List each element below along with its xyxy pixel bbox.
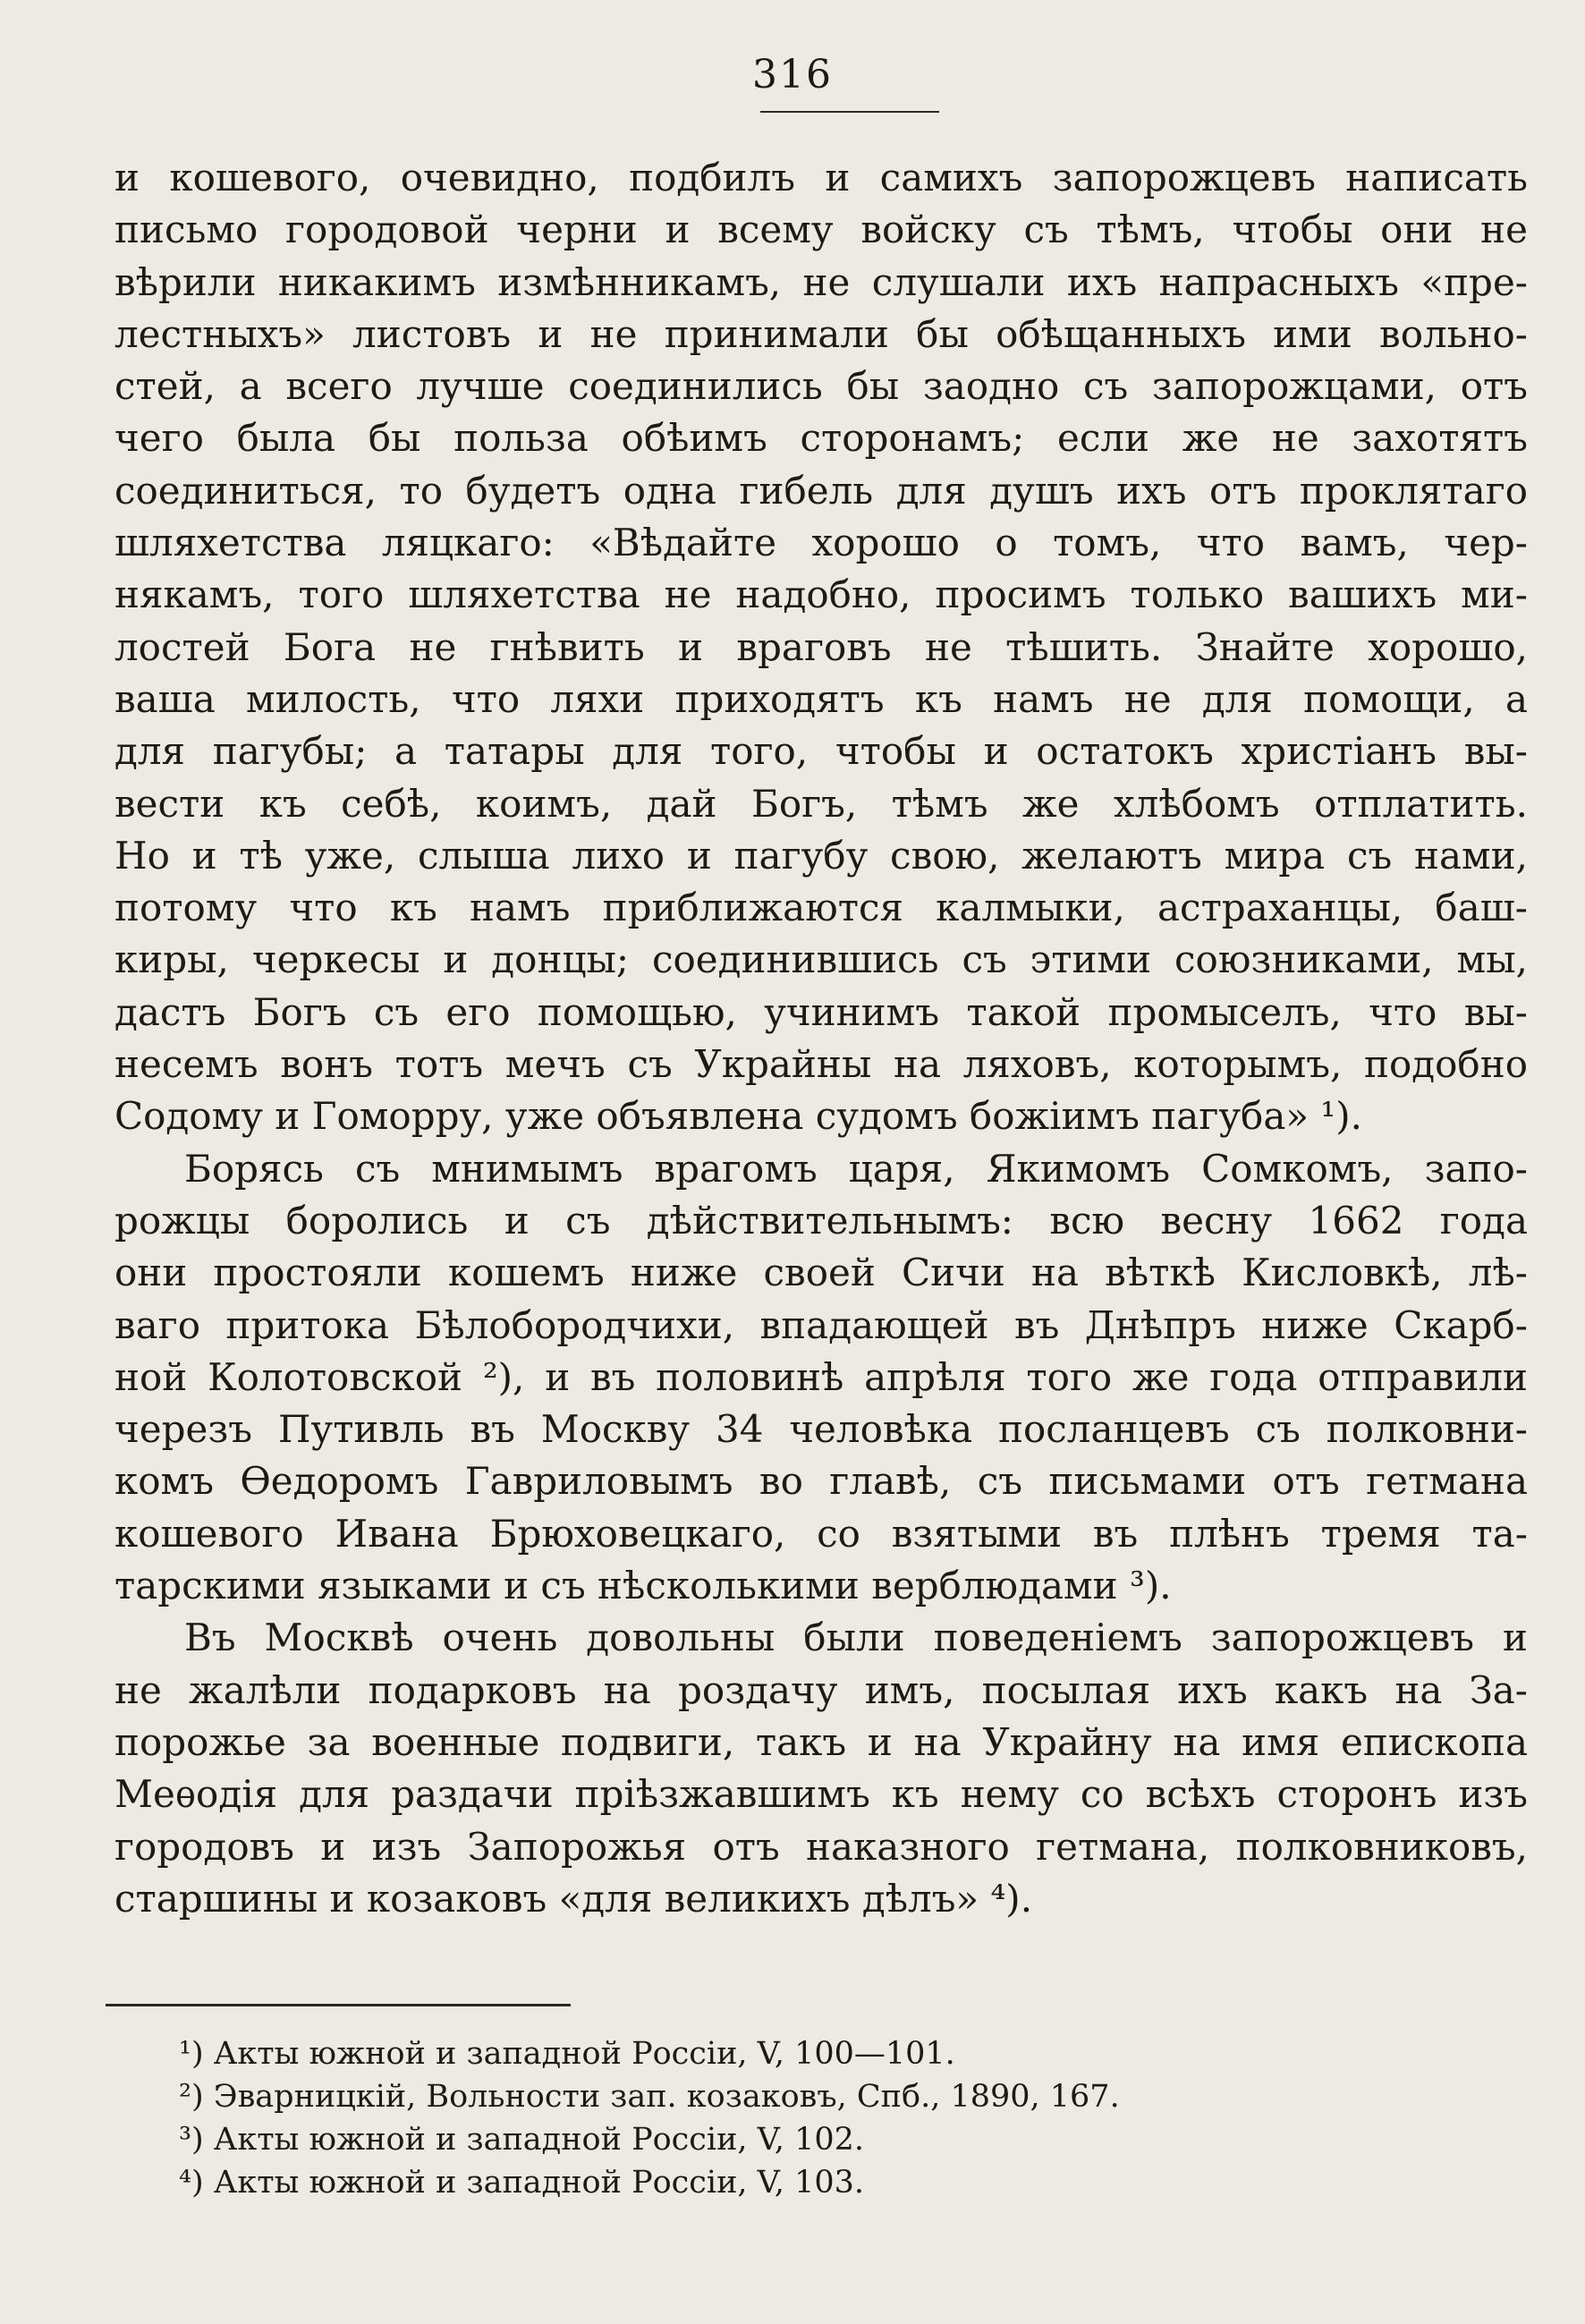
text-line: соединиться, то будетъ одна гибель для душъ ихъ отъ проклятаго [114, 468, 1528, 513]
text-line: киры, черкесы и донцы; соединившись съ этими союзниками, мы, [114, 937, 1528, 982]
footnote-separator [106, 2004, 571, 2006]
text-line: черезъ Путивль въ Москву 34 человѣка посланцевъ съ полковни- [114, 1407, 1528, 1452]
footnote-1: ¹) Акты южной и западной Россіи, V, 100—101. [179, 2036, 955, 2072]
text-line: ваго притока Бѣлобородчихи, впадающей въ Днѣпръ ниже Скарб- [114, 1302, 1528, 1347]
text-line: ваша милость, что ляхи приходятъ къ намъ не для помощи, а [114, 676, 1528, 721]
text-line: Но и тѣ уже, слыша лихо и пагубу свою, желаютъ мира съ нами, [114, 833, 1528, 878]
text-line: Меѳодія для раздачи пріѣзжавшимъ къ нему со всѣхъ сторонъ изъ [114, 1772, 1528, 1817]
text-line: тарскими языками и съ нѣсколькими верблюдами ³). [114, 1564, 1172, 1608]
text-line: лестныхъ» листовъ и не принимали бы обѣщанныхъ ими вольно- [114, 311, 1528, 356]
text-line: дастъ Богъ съ его помощью, учинимъ такой промыселъ, что вы- [114, 989, 1528, 1034]
text-line: някамъ, того шляхетства не надобно, просимъ только вашихъ ми- [114, 573, 1528, 617]
text-line: кошевого Ивана Брюховецкаго, со взятыми въ плѣнъ тремя та- [114, 1511, 1528, 1556]
body-text [114, 152, 1528, 1925]
page-number-rule [760, 111, 939, 113]
text-line: ной Колотовской ²), и въ половинѣ апрѣля того же года отправили [114, 1354, 1528, 1399]
text-line: письмо городовой черни и всему войску съ тѣмъ, чтобы они не [114, 208, 1528, 252]
text-line: городовъ и изъ Запорожья отъ наказного гетмана, полковниковъ, [114, 1824, 1528, 1869]
text-line: не жалѣли подарковъ на роздачу имъ, посылая ихъ какъ на За- [114, 1667, 1528, 1712]
text-line: старшины и козаковъ «для великихъ дѣлъ» ⁴). [114, 1876, 1033, 1921]
text-line: и кошевого, очевидно, подбилъ и самихъ запорожцевъ написать [114, 156, 1528, 199]
footnote-3: ³) Акты южной и западной Россіи, V, 102. [179, 2122, 865, 2158]
text-line: стей, а всего лучше соединились бы заодно съ запорожцами, отъ [114, 364, 1528, 409]
footnote-2: ²) Эварницкій, Вольности зап. козаковъ, Спб., 1890, 167. [179, 2079, 1120, 2115]
text-line: они простояли кошемъ ниже своей Сичи на вѣткѣ Кисловкѣ, лѣ- [114, 1251, 1528, 1295]
text-line: Содому и Гоморру, уже объявлена судомъ божіимъ пагуба» ¹). [114, 1094, 1362, 1139]
text-line: вести къ себѣ, коимъ, дай Богъ, тѣмъ же хлѣбомъ отплатить. [114, 781, 1528, 826]
text-line: комъ Ѳедоромъ Гавриловымъ во главѣ, съ письмами отъ гетмана [114, 1459, 1528, 1504]
page-number: 316 [752, 52, 833, 98]
text-line: вѣрили никакимъ измѣнникамъ, не слушали ихъ напрасныхъ «пре- [114, 259, 1528, 304]
text-line: Борясь съ мнимымъ врагомъ царя, Якимомъ Сомкомъ, запо- [184, 1146, 1528, 1191]
text-line: чего была бы польза обѣимъ сторонамъ; если же не захотятъ [114, 416, 1528, 461]
footnotes [179, 2032, 1431, 2204]
text-line: рожцы боролись и съ дѣйствительнымъ: всю весну 1662 года [114, 1198, 1528, 1243]
text-line: порожье за военные подвиги, такъ и на Украйну на имя епископа [114, 1719, 1528, 1764]
text-line: потому что къ намъ приближаются калмыки, астраханцы, баш- [114, 886, 1528, 930]
text-line: шляхетства ляцкаго: «Вѣдайте хорошо о томъ, что вамъ, чер- [114, 521, 1528, 565]
text-line: несемъ вонъ тотъ мечъ съ Украйны на ляховъ, которымъ, подобно [114, 1042, 1528, 1087]
text-line: для пагубы; а татары для того, чтобы и остатокъ христіанъ вы- [114, 729, 1528, 774]
text-line: Въ Москвѣ очень довольны были поведеніемъ запорожцевъ и [184, 1616, 1528, 1660]
text-line: лостей Бога не гнѣвить и враговъ не тѣшить. Знайте хорошо, [114, 624, 1528, 669]
footnote-4: ⁴) Акты южной и западной Россіи, V, 103. [179, 2165, 865, 2201]
